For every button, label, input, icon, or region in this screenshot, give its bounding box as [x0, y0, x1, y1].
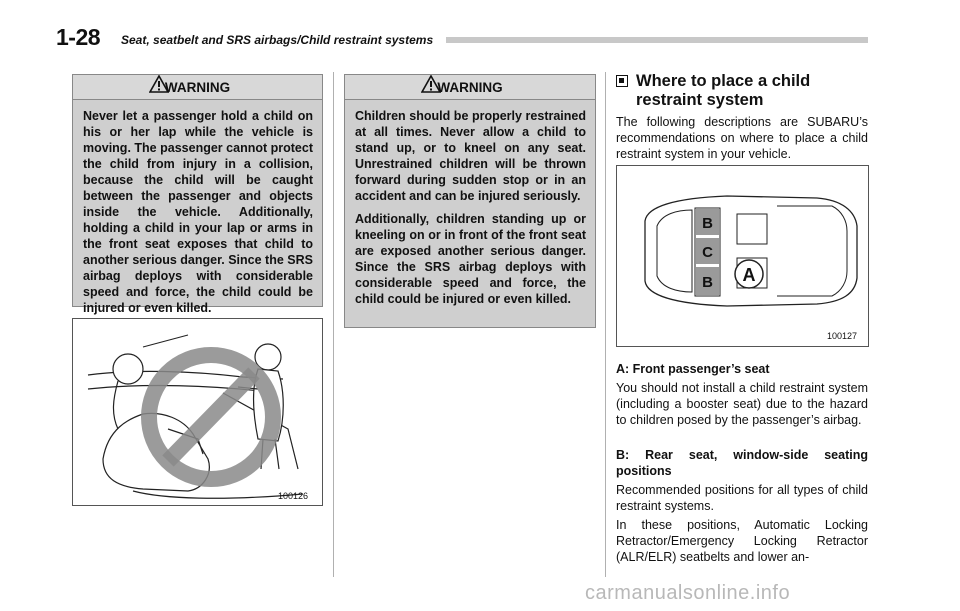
- figure-seating-diagram: [616, 165, 869, 347]
- section-heading: Where to place a child restraint system: [616, 72, 868, 110]
- warning-box-2: [344, 74, 596, 328]
- section-title: Seat, seatbelt and SRS airbags/Child restraint systems: [121, 33, 434, 47]
- page-number: 1-28: [56, 24, 101, 50]
- label-c: C: [702, 244, 713, 261]
- warning-paragraph: Never let a passenger hold a child on his or her lap while the vehicle is moving. The passenger cannot protect the child from injury in a collision, because the child will be caught between the passenger and objects inside the vehicle. Additionally, holding a child in your lap or arms in the front seat exposes that child to another serious danger. Since the SRS airbag deploys with considerable speed and force, the child could be injured or even killed.: [83, 109, 313, 315]
- page-header: [56, 24, 868, 54]
- item-b-text-2: In these positions, Automatic Locking Retractor/Emergency Locking Retractor (ALR/ELR) seatbelts and lower an-: [616, 518, 868, 564]
- item-b-title: B: Rear seat, window-side seating positions: [616, 448, 868, 478]
- warning-box-1: [72, 74, 323, 315]
- column-divider-1: [333, 72, 334, 577]
- warning-title: WARNING: [164, 80, 231, 95]
- item-b-text-1: Recommended positions for all types of child restraint systems.: [616, 483, 868, 513]
- lap-child-illustration: [73, 319, 322, 505]
- column-divider-2: [605, 72, 606, 577]
- watermark: carmanualsonline.info: [585, 582, 791, 604]
- warning-header: [73, 75, 322, 100]
- seating-diagram: [617, 166, 868, 346]
- label-a: A: [742, 265, 756, 285]
- warning-header: [345, 75, 595, 100]
- figure-code: 100127: [827, 331, 858, 341]
- warning-text: [355, 108, 586, 314]
- item-a-text: You should not install a child restraint system (including a booster seat) due to the hazard to children posed by the passenger’s airbag.: [616, 381, 868, 427]
- warning-title: WARNING: [437, 80, 503, 95]
- figure-lap-child: [72, 318, 323, 506]
- warning-paragraph: Additionally, children standing up or kneeling on or in front of the front seat are exposed another serious danger. Since the SRS airbag deploys with considerable speed and force, the child could be injured or even killed.: [355, 212, 586, 306]
- section-intro: The following descriptions are SUBARU’s recommendations on where to place a child restraint system in your vehicle.: [616, 115, 868, 161]
- warning-text: [83, 108, 313, 323]
- label-b-top: B: [702, 215, 713, 232]
- header-rule: [446, 37, 868, 43]
- warning-paragraph: Children should be properly restrained at all times. Never allow a child to stand up, or to kneel on any seat. Unrestrained children will be thrown forward during sudden stop or in an accident and can be injured seriously.: [355, 109, 586, 203]
- label-b-bottom: B: [702, 274, 713, 291]
- figure-code: 100126: [278, 491, 309, 501]
- section-bullet-icon: [616, 75, 628, 87]
- item-a-title: A: Front passenger’s seat: [616, 362, 770, 376]
